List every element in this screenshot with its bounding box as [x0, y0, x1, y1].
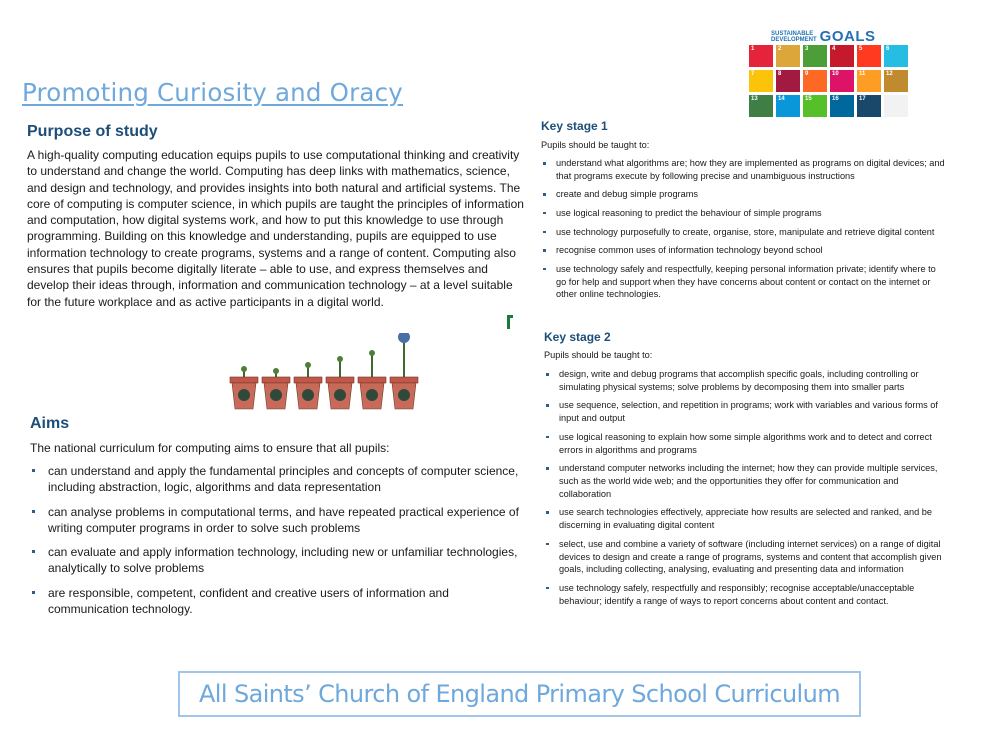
text-cursor-marker [507, 315, 510, 329]
aims-item [30, 504, 530, 537]
sdg-tile: 6 [884, 45, 908, 67]
purpose-heading: Purpose of study [27, 123, 158, 140]
plant-pot [326, 356, 354, 409]
bullet-icon [546, 587, 549, 590]
ks2-heading: Key stage 2 [544, 330, 611, 344]
aims-item [30, 585, 530, 618]
ks2-item [544, 431, 949, 457]
sdg-tile: 8 [776, 70, 800, 92]
plant-pot [230, 366, 258, 409]
sdg-tile: 10 [830, 70, 854, 92]
aims-item-text: are responsible, competent, confident and creative users of information and communication technology. [48, 585, 449, 617]
bullet-icon [546, 467, 549, 470]
aims-item [30, 463, 530, 496]
bullet-icon [546, 511, 549, 514]
ks2-item [544, 506, 949, 532]
sdg-line1: SUSTAINABLE [771, 30, 814, 37]
plant-pots-illustration [226, 333, 421, 413]
ks2-item [544, 582, 949, 608]
ks2-item-text: design, write and debug programs that accomplish specific goals, including controlling or simulating physical systems; solve problems by decomposing them into smaller parts [559, 369, 919, 392]
ks1-list [541, 157, 946, 307]
sdg-tile: 16 [830, 95, 854, 117]
ks1-item-text: create and debug simple programs [556, 189, 698, 200]
plant-pot [358, 350, 386, 409]
plant-pot [262, 368, 290, 409]
ks2-item-text: use search technologies effectively, appreciate how results are selected and ranked, and be discerning in evaluating digital content [559, 507, 933, 531]
sdg-tile: 17 [857, 95, 881, 117]
aims-heading: Aims [30, 415, 70, 432]
bullet-icon [32, 469, 35, 472]
bullet-icon [546, 543, 549, 546]
ks2-item-text: use logical reasoning to explain how some simple algorithms work and to detect and correct errors in algorithms and programs [559, 431, 932, 455]
aims-item-text: can analyse problems in computational terms, and have repeated practical experience of writing computer programs in order to solve such problems [48, 504, 519, 535]
bullet-icon [546, 373, 549, 376]
sdg-logo [749, 28, 909, 120]
aims-item-text: can understand and apply the fundamental principles and concepts of computer science, including abstraction, logic, algorithms and data representation [48, 464, 519, 495]
ks2-item [544, 538, 949, 576]
sdg-tile: 14 [776, 95, 800, 117]
ks1-item-text: use technology purposefully to create, organise, store, manipulate and retrieve digital content [556, 226, 935, 237]
ks2-item [544, 462, 949, 500]
ks2-list [544, 368, 949, 613]
ks1-item-text: use technology safely and respectfully, keeping personal information private; identify where to go for help and support when they have concerns about content or contact on the internet or other online technologies. [556, 263, 936, 300]
sdg-tile: 3 [803, 45, 827, 67]
ks2-item-text: select, use and combine a variety of software (including internet services) on a range of digital devices to design and create a range of programs, systems and content that accomplish given goals, including collecting, analysing, evaluating and presenting data and information [559, 538, 942, 575]
sdg-tile: 1 [749, 45, 773, 67]
ks1-heading: Key stage 1 [541, 119, 608, 133]
bullet-icon [546, 404, 549, 407]
sdg-logo-title [771, 28, 876, 45]
ks1-item-text: understand what algorithms are; how they are implemented as programs on digital devices; and that programs execute by following precise and unambiguous instructions [556, 158, 945, 181]
plant-pot [294, 362, 322, 409]
sdg-tile: 5 [857, 45, 881, 67]
ks1-item-text: use logical reasoning to predict the behaviour of simple programs [556, 207, 822, 218]
bullet-icon [543, 212, 546, 215]
bullet-icon [543, 231, 546, 234]
bullet-icon [546, 436, 549, 439]
ks2-item-text: use technology safely, respectfully and responsibly; recognise acceptable/unacceptable behaviour; identify a range of ways to report concerns about content and contact. [559, 582, 915, 606]
ks2-item-text: understand computer networks including the internet; how they can provide multiple services, such as the world wide web; and the opportunities they offer for communication and collaboration [559, 463, 938, 499]
ks2-intro: Pupils should be taught to: [544, 350, 653, 360]
aims-list [30, 463, 530, 625]
sdg-tile: 9 [803, 70, 827, 92]
bullet-icon [32, 510, 35, 513]
sdg-tile: 11 [857, 70, 881, 92]
aims-item-text: can evaluate and apply information technology, including new or unfamiliar technologies, analytically to solve problems [48, 545, 518, 576]
aims-item [30, 544, 530, 577]
bullet-icon [543, 193, 546, 196]
sdg-tile-grid [749, 45, 908, 117]
sdg-tile: 7 [749, 70, 773, 92]
bullet-icon [32, 591, 35, 594]
ks1-item [541, 188, 946, 201]
ks1-item [541, 157, 946, 183]
sdg-tile: 12 [884, 70, 908, 92]
sdg-tile: 13 [749, 95, 773, 117]
bullet-icon [543, 268, 546, 271]
ks2-item-text: use sequence, selection, and repetition in programs; work with variables and various forms of input and output [559, 400, 938, 424]
ks1-item [541, 207, 946, 220]
page-title: Promoting Curiosity and Oracy [22, 78, 403, 107]
bullet-icon [543, 162, 546, 165]
sdg-tile: 15 [803, 95, 827, 117]
ks1-intro: Pupils should be taught to: [541, 140, 650, 150]
ks1-item [541, 244, 946, 257]
aims-intro: The national curriculum for computing aims to ensure that all pupils: [30, 441, 390, 455]
ks1-item [541, 226, 946, 239]
ks2-item [544, 399, 949, 425]
purpose-body: A high-quality computing education equips pupils to use computational thinking and creativity to understand and change the world. Computing has deep links with mathematics, science, and design and technology, and provides insights into both natural and artificial systems. The core of computing is computer science, in which pupils are taught the principles of information and computation, how digital systems work, and how to put this knowledge to use through programming. Building on this knowledge and understanding, pupils are equipped to use information technology to create programs, systems and a range of content. Computing also ensures that pupils become digitally literate – able to use, and express themselves and develop their ideas through, information and communication technology – at a level suitable for the future workplace and as active participants in a digital world. [27, 148, 524, 309]
sdg-tile: 4 [830, 45, 854, 67]
ks2-item [544, 368, 949, 394]
sdg-tile: 2 [776, 45, 800, 67]
ks1-item-text: recognise common uses of information technology beyond school [556, 245, 823, 256]
sdg-line2: DEVELOPMENT [771, 36, 817, 43]
bullet-icon [32, 550, 35, 553]
bullet-icon [543, 249, 546, 252]
school-curriculum-banner: All Saints’ Church of England Primary School Curriculum [178, 671, 861, 717]
sdg-word: GOALS [819, 28, 876, 45]
plant-pot [390, 333, 418, 409]
sdg-tile-goals-logo [884, 95, 908, 117]
ks1-item [541, 263, 946, 301]
